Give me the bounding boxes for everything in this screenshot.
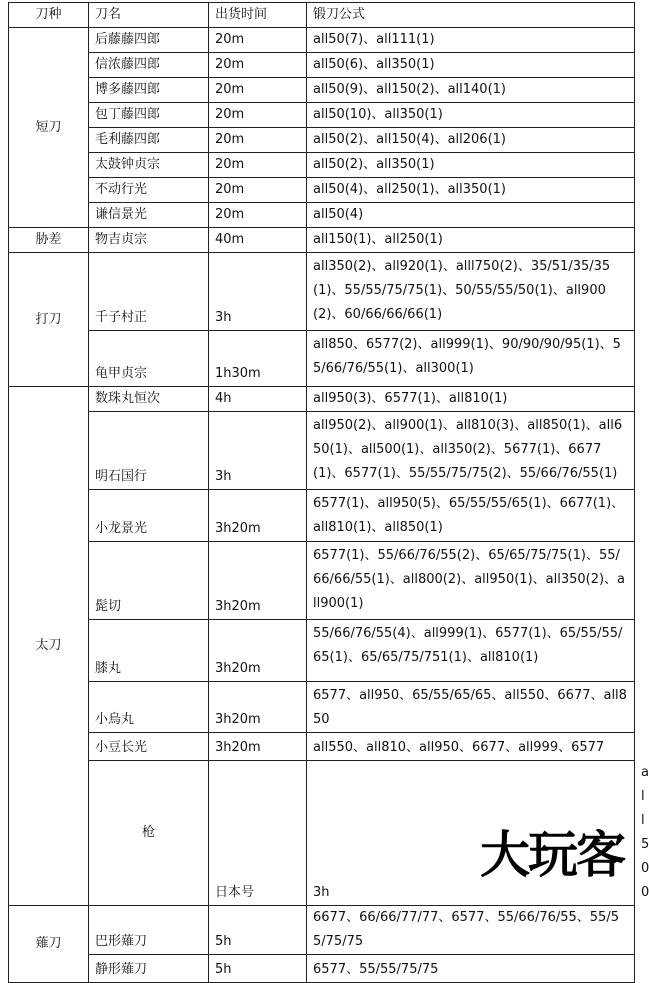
cell-time: 20m (209, 128, 307, 153)
table-row (9, 490, 635, 542)
table-row (9, 53, 635, 78)
cell-time: 20m (209, 78, 307, 103)
cell-time: 4h (209, 387, 307, 412)
cell-formula: all550、all810、all950、6677、all999、6577 (307, 733, 635, 761)
cell-name: 明石国行 (89, 412, 209, 490)
cell-name: 小烏丸 (89, 682, 209, 733)
cell-formula: all50(2)、all150(4)、all206(1) (307, 128, 635, 153)
cell-time: 3h (209, 253, 307, 331)
cell-name: 信浓藤四郎 (89, 53, 209, 78)
header-row (9, 3, 635, 28)
cell-time: 3h20m (209, 682, 307, 733)
cell-formula: all50(6)、all350(1) (307, 53, 635, 78)
cell-formula: all50(4) (307, 203, 635, 228)
table-row (9, 78, 635, 103)
table-row (9, 178, 635, 203)
cell-name: 千子村正 (89, 253, 209, 331)
table-row (9, 387, 635, 412)
cell-type: 枪 (89, 761, 209, 906)
cell-formula: 6577(1)、all950(5)、65/55/55/65(1)、6677(1)、all810(1)、all850(1) (307, 490, 635, 542)
cell-time: 20m (209, 178, 307, 203)
table-row (9, 28, 635, 53)
cell-time: 3h20m (209, 620, 307, 682)
table-row (9, 906, 635, 955)
cell-formula: 55/66/76/55(4)、all999(1)、6577(1)、65/55/55/65(1)、65/65/75/751(1)、all810(1) (307, 620, 635, 682)
cell-formula: 6577(1)、55/66/76/55(2)、65/65/75/75(1)、55/66/66/55(1)、all800(2)、all950(1)、all350(2)、all900(1) (307, 542, 635, 620)
cell-time: 3h20m (209, 733, 307, 761)
cell-time: 3h20m (209, 490, 307, 542)
header-formula: 锻刀公式 (307, 3, 635, 28)
cell-formula: all50(7)、all111(1) (307, 28, 635, 53)
cell-time: 1h30m (209, 331, 307, 387)
table-row (9, 542, 635, 620)
cell-formula: all150(1)、all250(1) (307, 228, 635, 253)
cell-name: 毛利藤四郎 (89, 128, 209, 153)
header-name: 刀名 (89, 3, 209, 28)
cell-formula: all50(2)、all350(1) (307, 153, 635, 178)
cell-type: 打刀 (9, 253, 89, 387)
cell-name: 小龙景光 (89, 490, 209, 542)
cell-time: 5h (209, 955, 307, 983)
header-type: 刀种 (9, 3, 89, 28)
cell-time: 20m (209, 103, 307, 128)
cell-formula: all950(3)、6577(1)、all810(1) (307, 387, 635, 412)
table-row (9, 682, 635, 733)
cell-name: 数珠丸恒次 (89, 387, 209, 412)
cell-formula: all50(9)、all150(2)、all140(1) (307, 78, 635, 103)
table-row (9, 153, 635, 178)
cell-time: 3h20m (209, 542, 307, 620)
table-row (9, 955, 635, 983)
table-row (9, 253, 635, 331)
cell-name: 后藤藤四郎 (89, 28, 209, 53)
cell-time: 5h (209, 906, 307, 955)
cell-time: 3h (209, 412, 307, 490)
cell-type: 薙刀 (9, 906, 89, 983)
cell-formula: all50(4)、all250(1)、all350(1) (307, 178, 635, 203)
table-row (9, 412, 635, 490)
table-row (9, 203, 635, 228)
watermark-logo: 大玩客 (480, 826, 624, 884)
cell-formula: all850、6577(2)、all999(1)、90/90/90/95(1)、55/66/76/55(1)、all300(1) (307, 331, 635, 387)
cell-formula: 6577、55/55/75/75 (307, 955, 635, 983)
cell-name: 日本号 (209, 761, 307, 906)
cell-name: 小豆长光 (89, 733, 209, 761)
cell-name: 物吉贞宗 (89, 228, 209, 253)
cell-name: 太鼓钟贞宗 (89, 153, 209, 178)
cell-formula: all950(2)、all900(1)、all810(3)、all850(1)、all650(1)、all500(1)、all350(2)、5677(1)、6677(1)、6577(1)、55/55/75/75(2)、55/66/76/55(1) (307, 412, 635, 490)
cell-formula: all50(10)、all350(1) (307, 103, 635, 128)
cell-formula: 6677、66/66/77/77、6577、55/66/76/55、55/55/75/75 (307, 906, 635, 955)
cell-time: 20m (209, 53, 307, 78)
cell-time: 20m (209, 28, 307, 53)
table-row (9, 331, 635, 387)
cell-name: 不动行光 (89, 178, 209, 203)
table-row: 枪 日本号 3h all500 (9, 761, 635, 906)
cell-name: 包丁藤四郎 (89, 103, 209, 128)
cell-time: 20m (209, 153, 307, 178)
cell-type: 胁差 (9, 228, 89, 253)
cell-type: 短刀 (9, 28, 89, 228)
cell-time: 3h (307, 761, 635, 906)
cell-name: 巴形薙刀 (89, 906, 209, 955)
table-row (9, 228, 635, 253)
table-row (9, 733, 635, 761)
cell-name: 膝丸 (89, 620, 209, 682)
cell-name: 博多藤四郎 (89, 78, 209, 103)
cell-formula: 6577、all950、65/55/65/65、all550、6677、all850 (307, 682, 635, 733)
cell-name: 髭切 (89, 542, 209, 620)
cell-time: 40m (209, 228, 307, 253)
cell-formula: all350(2)、all920(1)、alll750(2)、35/51/35/35(1)、55/55/75/75(1)、50/55/55/50(1)、all900(2)、60/66/66/66(1) (307, 253, 635, 331)
cell-type: 太刀 (9, 387, 89, 906)
cell-name: 静形薙刀 (89, 955, 209, 983)
table-row (9, 103, 635, 128)
cell-time: 20m (209, 203, 307, 228)
header-time: 出货时间 (209, 3, 307, 28)
table-row (9, 620, 635, 682)
cell-name: 谦信景光 (89, 203, 209, 228)
cell-name: 龟甲贞宗 (89, 331, 209, 387)
table-row (9, 128, 635, 153)
